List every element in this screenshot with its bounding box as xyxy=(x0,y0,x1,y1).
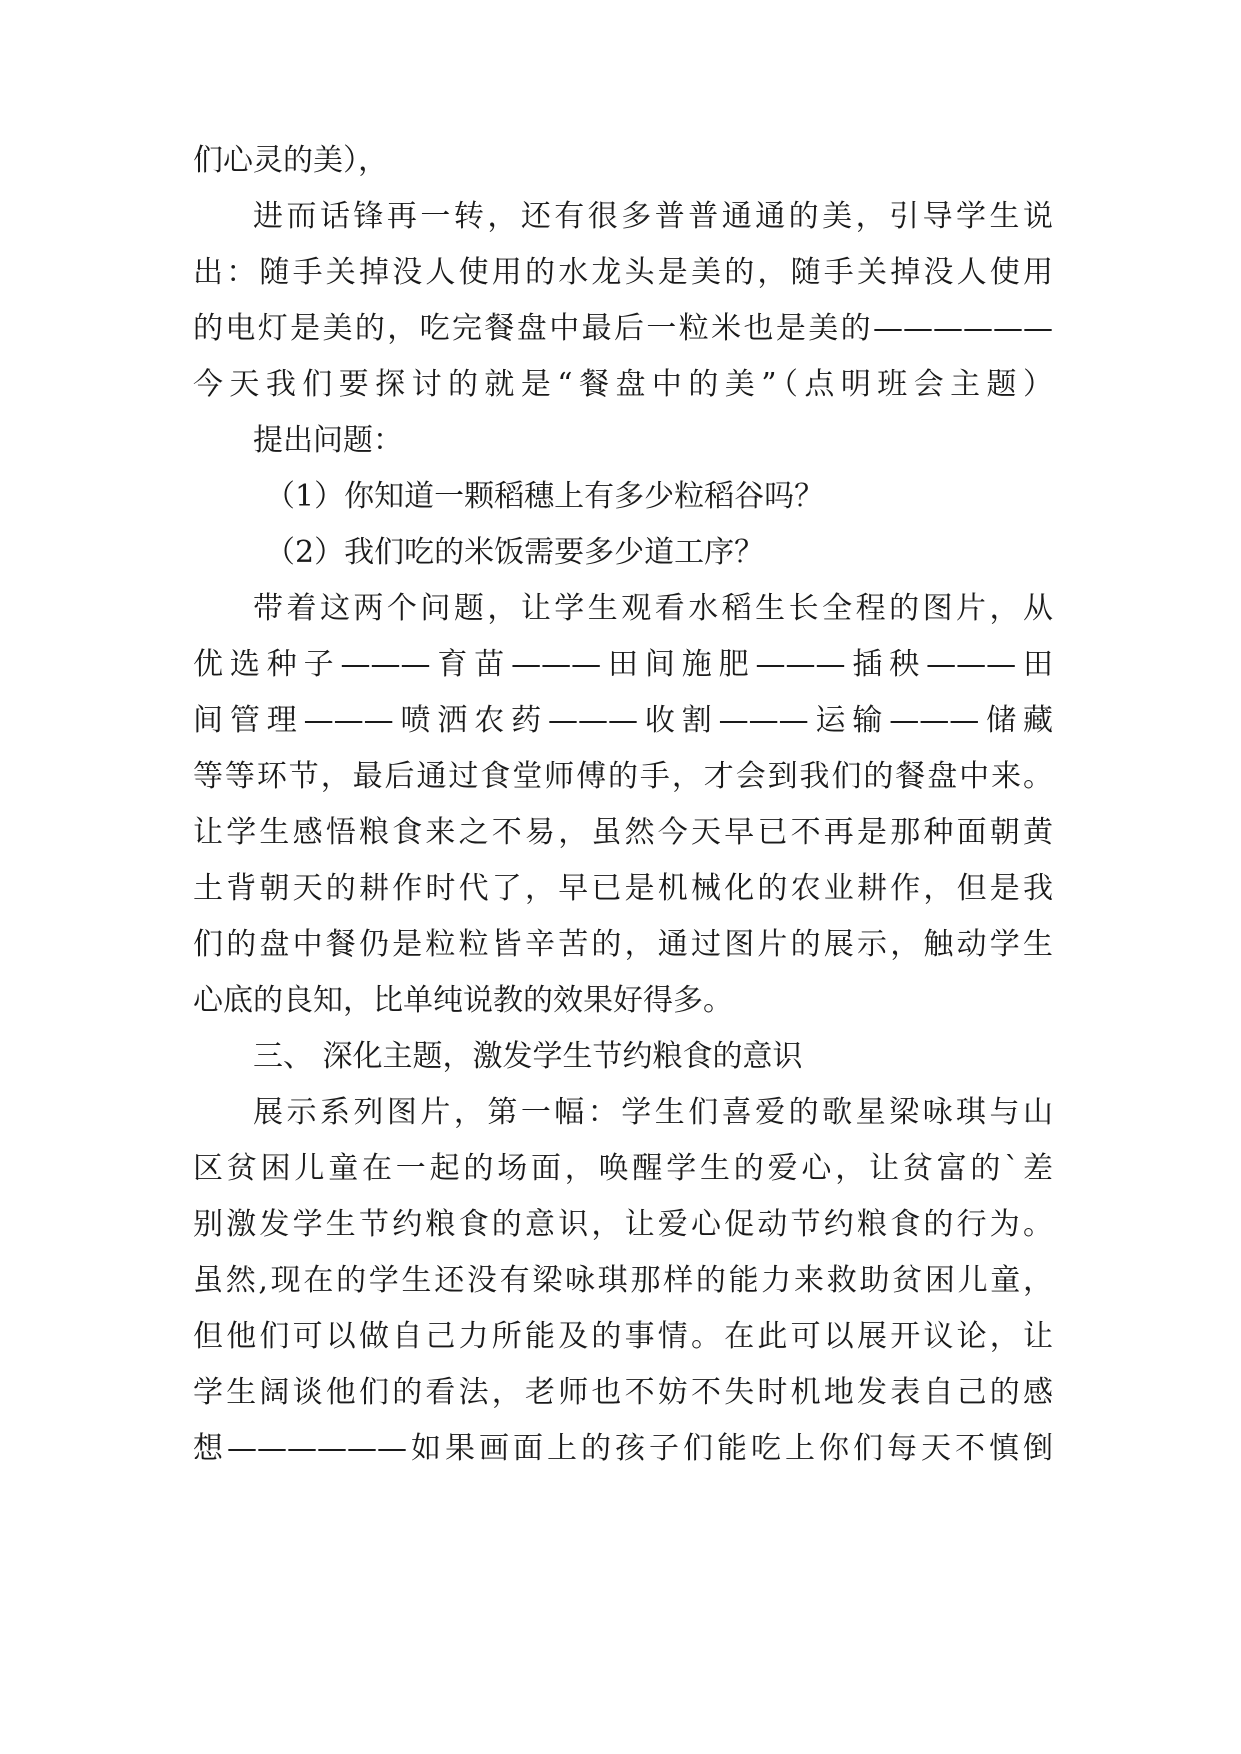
text-line: 区贫困儿童在一起的场面，唤醒学生的爱心，让贫富的`差 xyxy=(193,1151,1053,1186)
text-line: 带着这两个问题，让学生观看水稻生长全程的图片，从 xyxy=(253,591,1053,626)
text-line: 展示系列图片，第一幅：学生们喜爱的歌星梁咏琪与山 xyxy=(253,1095,1053,1130)
text-line: 虽然,现在的学生还没有梁咏琪那样的能力来救助贫困儿童， xyxy=(193,1263,1053,1298)
section-heading: 三、 深化主题，激发学生节约粮食的意识 xyxy=(253,1039,803,1074)
text-line: 但他们可以做自己力所能及的事情。在此可以展开议论，让 xyxy=(193,1319,1053,1354)
text-line: 等等环节，最后通过食堂师傅的手，才会到我们的餐盘中来。 xyxy=(193,759,1053,794)
text-line: 想——————如果画面上的孩子们能吃上你们每天不慎倒 xyxy=(193,1431,1053,1466)
text-line: 学生阔谈他们的看法，老师也不妨不失时机地发表自己的感 xyxy=(193,1375,1053,1410)
text-line: 出：随手关掉没人使用的水龙头是美的，随手关掉没人使用 xyxy=(193,255,1053,290)
text-line: 别激发学生节约粮食的意识，让爱心促动节约粮食的行为。 xyxy=(193,1207,1053,1242)
question-item: （1）你知道一颗稻穗上有多少粒稻谷吗？ xyxy=(265,479,825,514)
text-line: 今天我们要探讨的就是“餐盘中的美”（点明班会主题） xyxy=(193,367,1053,402)
text-line: 进而话锋再一转，还有很多普普通通的美，引导学生说 xyxy=(253,199,1053,234)
text-line: 优选种子———育苗———田间施肥———插秧———田 xyxy=(193,647,1053,682)
text-line: 的电灯是美的，吃完餐盘中最后一粒米也是美的—————— xyxy=(193,311,1053,346)
text-line: 提出问题： xyxy=(253,423,403,458)
text-line: 让学生感悟粮食来之不易，虽然今天早已不再是那种面朝黄 xyxy=(193,815,1053,850)
text-line: 心底的良知，比单纯说教的效果好得多。 xyxy=(193,983,733,1018)
text-line: 们心灵的美）， xyxy=(193,143,388,178)
question-item: （2）我们吃的米饭需要多少道工序？ xyxy=(265,535,765,570)
text-line: 间管理———喷洒农药———收割———运输———储藏 xyxy=(193,703,1053,738)
text-line: 们的盘中餐仍是粒粒皆辛苦的，通过图片的展示，触动学生 xyxy=(193,927,1053,962)
text-line: 土背朝天的耕作时代了，早已是机械化的农业耕作，但是我 xyxy=(193,871,1053,906)
